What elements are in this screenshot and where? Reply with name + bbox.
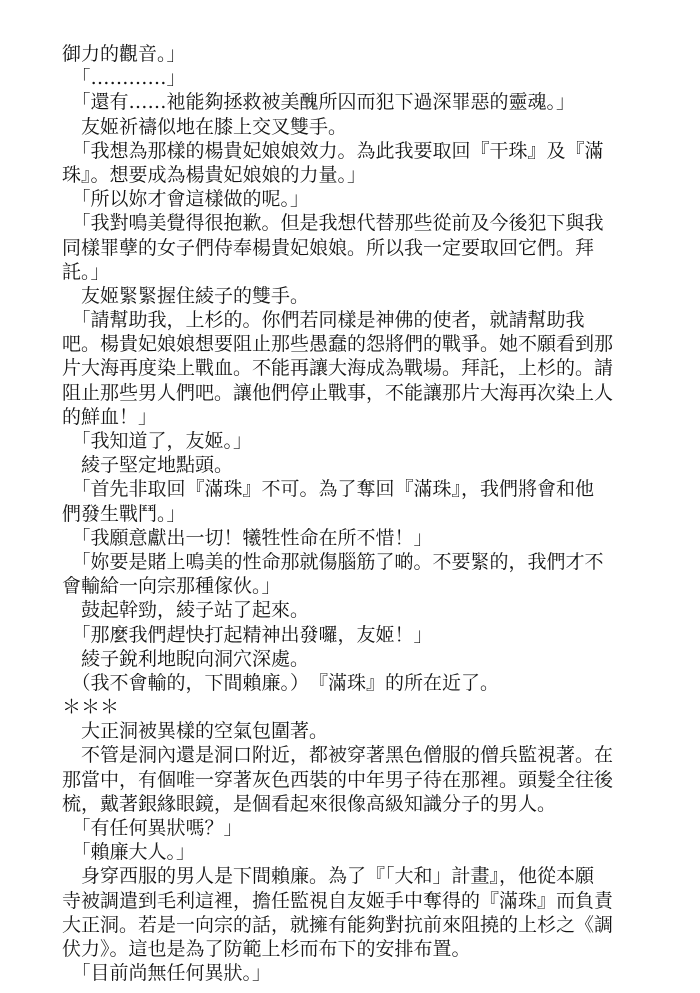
text-line: 不管是洞內還是洞口附近，都被穿著黑色僧服的僧兵監視著。在 [62,744,614,767]
text-line: 寺被調遣到毛利這裡，擔任監視自友姬手中奪得的『滿珠』而負責 [62,889,614,912]
text-line: 「…………」 [62,67,186,90]
text-line: 伏力》。這也是為了防範上杉而布下的安排布置。 [62,937,471,960]
text-line: 御力的觀音。」 [62,43,186,65]
text-line: 梳，戴著銀緣眼鏡，是個看起來很像高級知識分子的男人。 [62,792,557,815]
text-line: 「目前尚無任何異狀。」 [62,962,272,985]
text-line: 大正洞。若是一向宗的話，就擁有能夠對抗前來阻撓的上杉之《調 [62,913,614,936]
text-line: 「我願意獻出一切！犧牲性命在所不惜！」 [62,526,433,549]
text-line: 身穿西服的男人是下間賴廉。為了『「大和」計畫』，他從本願 [62,865,595,888]
text-line: 綾子銳利地睨向洞穴深處。 [62,647,310,670]
text-line: 「有任何異狀嗎？」 [62,817,243,839]
body-text [62,42,642,985]
text-line: 的鮮血！」 [62,405,158,428]
text-line: 會輸給一向宗那種傢伙。」 [62,575,281,598]
text-line: 「賴廉大人。」 [62,841,196,864]
text-line: 綾子堅定地點頭。 [62,454,234,477]
text-line: 片大海再度染上戰血。不能再讓大海成為戰場。拜託，上杉的。請 [62,357,614,380]
text-line: 珠』。想要成為楊貴妃娘娘的力量。」 [62,163,367,186]
text-line: 「那麼我們趕快打起精神出發囉，友姬！」 [62,623,433,646]
text-line: 「我知道了，友姬。」 [62,430,253,452]
text-line: 「所以妳才會這樣做的呢。」 [62,188,310,211]
text-line: 那當中，有個唯一穿著灰色西裝的中年男子待在那裡。頭髮全往後 [62,768,614,791]
text-line: 「請幫助我，上杉的。你們若同樣是神佛的使者，就請幫助我 [62,309,585,332]
text-line: 同樣罪孽的女子們侍奉楊貴妃娘娘。所以我一定要取回它們。拜 [62,236,595,259]
text-line: 託。」 [62,260,110,283]
text-line: 鼓起幹勁，綾子站了起來。 [62,599,310,622]
text-line: 「我對鳴美覺得很抱歉。但是我想代替那些從前及今後犯下與我 [62,212,604,235]
text-line: 吧。楊貴妃娘娘想要阻止那些愚蠢的怨將們的戰爭。她不願看到那 [62,333,614,356]
text-line: 阻止那些男人們吧。讓他們停止戰事，不能讓那片大海再次染上人 [62,381,614,404]
text-line: 「首先非取回『滿珠』不可。為了奪回『滿珠』，我們將會和他 [62,478,595,501]
text-line: 們發生戰鬥。」 [62,502,186,525]
text-line: 「我想為那樣的楊貴妃娘娘效力。為此我要取回『干珠』及『滿 [62,139,604,162]
text-line: 友姬祈禱似地在膝上交叉雙手。 [62,115,348,138]
text-line: 「還有……祂能夠拯救被美醜所囚而犯下過深罪惡的靈魂。」 [62,91,576,114]
text-line: 友姬緊緊握住綾子的雙手。 [62,284,310,307]
text-line: （我不會輸的，下間賴廉。） 『滿珠』的所在近了。 [62,671,500,694]
text-line: 大正洞被異樣的空氣包圍著。 [62,720,329,743]
text-line: 「妳要是賭上鳴美的性命那就傷腦筋了啲。不要緊的，我們才不 [62,550,604,573]
section-break: ＊＊＊ [62,696,120,719]
